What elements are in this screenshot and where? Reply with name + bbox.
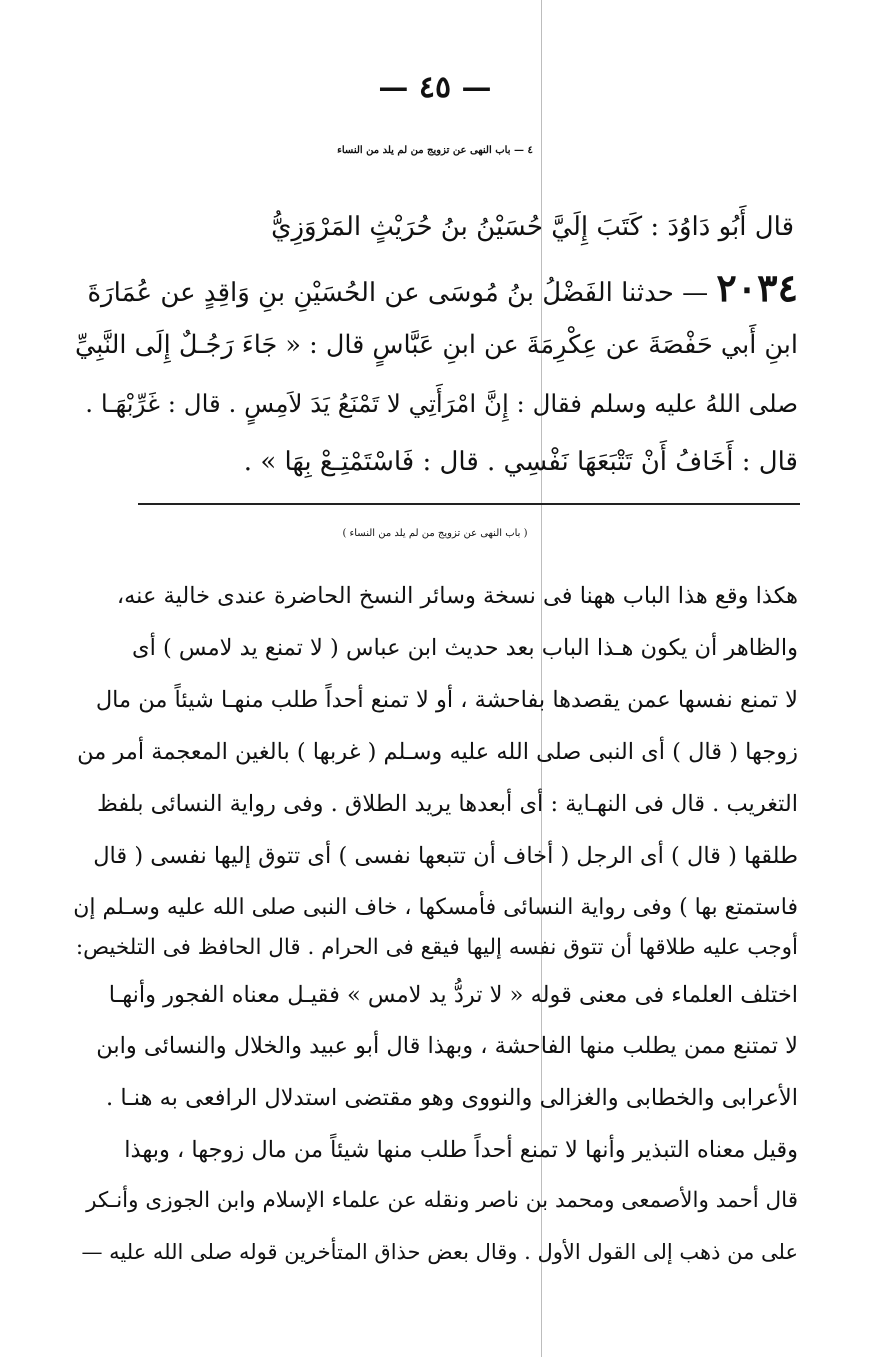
commentary-line: والظاهر أن يكون هـذا الباب بعد حديث ابن عباس ( لا تمنع يد لامس ) أى [131,635,798,661]
commentary-line: فاستمتع بها ) وفى رواية النسائى فأمسكها ، خاف النبى صلى الله عليه وسـلم إن [73,895,798,920]
commentary-line: على من ذهب إلى القول الأول . وقال بعض حذاق المتأخرين قوله صلى الله عليه — [81,1240,798,1264]
commentary-line: وقيل معناه التبذير وأنها لا تمنع أحداً طلب منها شيئاً من مال زوجها ، وبهذا [124,1137,798,1163]
commentary-line: زوجها ( قال ) أى النبى صلى الله عليه وسـلم ( غربها ) بالغين المعجمة أمر من [77,739,798,765]
hadith-number: ٢٠٣٤ [716,265,798,310]
commentary-line: اختلف العلماء فى معنى قوله « لا تردُّ يد لامس » فقيـل معناه الفجور وأنهـا [108,982,798,1008]
commentary-line: أوجب عليه طلاقها أن تتوق نفسه إليها فيقع فى الحرام . قال الحافظ فى التلخيص: [75,935,798,960]
page-number: — ٤٥ — [378,70,492,105]
hadith-line: قال : أَخَافُ أَنْ تَتْبَعَهَا نَفْسِي . قال : فَاسْتَمْتِـعْ بِهَا » . [243,447,798,477]
commentary-line: التغريب . قال فى النهـاية : أى أبعدها يريد الطلاق . وفى رواية النسائى بلفظ [97,791,798,817]
commentary-line: طلقها ( قال ) أى الرجل ( أخاف أن تتبعها نفسى ) أى تتوق إليها نفسى ( قال [93,843,798,869]
commentary-line: الأعرابى والخطابى والغزالى والنووى وهو مقتضى استدلال الرافعى به هنـا . [106,1085,798,1111]
commentary-line: هكذا وقع هذا الباب ههنا فى نسخة وسائر النسخ الحاضرة عندى خالية عنه، [116,583,798,609]
hadith-line: — حدثنا الفَضْلُ بنُ مُوسَى عن الحُسَيْنِ بنِ وَاقِدٍ عن عُمَارَةَ [87,278,709,308]
isnad-intro: قال أَبُو دَاوُدَ : كَتَبَ إِلَيَّ حُسَيْنُ بنُ حُرَيْثٍ المَرْوَزِيُّ [271,212,794,242]
hadith-line: ابنِ أَبي حَفْصَةَ عن عِكْرِمَةَ عن ابنِ عَبَّاسٍ قال : « جَاءَ رَجُـلٌ إِلَى النَّبِيِّ [75,330,798,360]
hadith-first-line [87,265,798,310]
hadith-line: صلى اللهُ عليه وسلم فقال : إِنَّ امْرَأَتِي لا تَمْنَعُ يَدَ لاَمِسٍ . قال : غَرِّبْهَـا . [85,389,798,418]
commentary-line: قال أحمد والأصمعى ومحمد بن ناصر ونقله عن علماء الإسلام وابن الجوزى وأنـكر [86,1188,798,1213]
commentary-line: لا تمنع نفسها عمن يقصدها بفاحشة ، أو لا تمنع أحداً طلب منهـا شيئاً من مال [95,687,798,713]
chapter-title: ٤ — باب النهى عن تزويج من لم يلد من النساء [337,145,533,156]
footnote-divider [138,503,800,505]
commentary-line: لا تمتنع ممن يطلب منها الفاحشة ، وبهذا قال أبو عبيد والخلال والنسائى وابن [96,1033,798,1059]
commentary-heading: ( باب النهى عن تزويج من لم يلد من النساء ) [342,528,528,539]
